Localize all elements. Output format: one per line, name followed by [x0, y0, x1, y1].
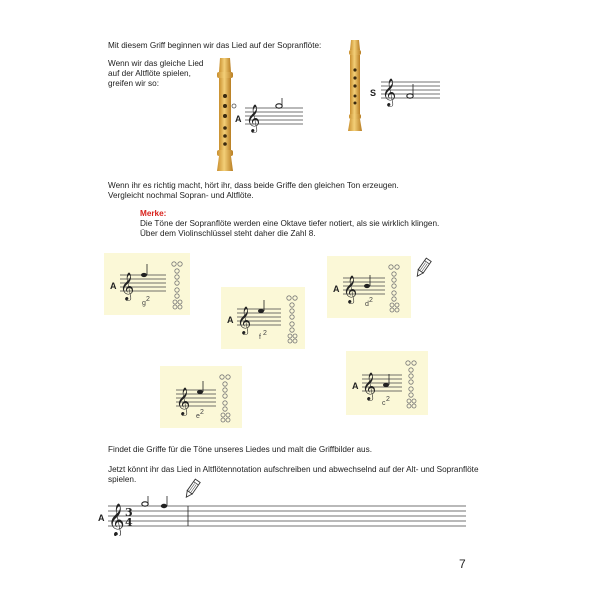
find-instruction: Findet die Griffe für die Töne unseres Liedes und malt die Griffbilder aus. — [108, 445, 372, 454]
fingering-card — [160, 366, 242, 428]
treble-clef-icon: 𝄞 — [382, 78, 397, 106]
write-instruction-1: Jetzt könnt ihr das Lied in Altflötennotation aufschreiben und abwechselnd auf der Alt- und Sopranflöte — [108, 465, 479, 474]
soprano-staff — [370, 72, 442, 112]
alto-label: A — [352, 381, 359, 391]
fingering-card — [104, 253, 190, 315]
fingering-card — [327, 256, 411, 318]
alto-intro-1: Wenn wir das gleiche Lied — [108, 59, 204, 68]
pencil-icon — [414, 257, 432, 279]
alto-label: A — [235, 114, 242, 124]
treble-clef-icon: 𝄞 — [246, 104, 261, 132]
song-staff — [98, 496, 470, 536]
treble-clef-icon: 𝄞 — [176, 387, 191, 415]
merke-line-2: Über dem Violinschlüssel steht daher die Zahl 8. — [140, 229, 316, 238]
note-octave: 2 — [263, 330, 267, 337]
note-name: e — [196, 413, 200, 420]
page-number: 7 — [459, 557, 466, 571]
time-signature-top: 3 — [125, 506, 133, 519]
alto-intro-2: auf der Altflöte spielen, — [108, 69, 191, 78]
merke-title: Merke: — [140, 209, 167, 218]
treble-clef-icon: 𝄞 — [120, 272, 135, 300]
fingering-card — [346, 351, 428, 415]
note-name: d — [365, 301, 369, 308]
alto-label: A — [227, 315, 234, 325]
note-octave: 2 — [200, 409, 204, 416]
alto-intro-3: greifen wir so: — [108, 79, 159, 88]
note-octave: 2 — [369, 297, 373, 304]
compare-line-1: Wenn ihr es richtig macht, hört ihr, dass beide Griffe den gleichen Ton erzeugen. — [108, 181, 399, 190]
intro-line: Mit diesem Griff beginnen wir das Lied auf der Sopranflöte: — [108, 41, 322, 50]
treble-clef-icon: 𝄞 — [237, 306, 252, 334]
note-name: f — [259, 334, 261, 341]
time-signature-bottom: 4 — [125, 516, 133, 529]
merke-line-1: Die Töne der Sopranflöte werden eine Oktave tiefer notiert, als sie wirklich klingen. — [140, 219, 440, 228]
recorder-icon — [344, 40, 366, 132]
treble-clef-icon: 𝄞 — [343, 275, 358, 303]
alto-label: A — [110, 281, 117, 291]
note-name: g — [142, 300, 146, 307]
fingering-card — [221, 287, 305, 349]
note-name: c — [382, 400, 386, 407]
write-instruction-2: spielen. — [108, 475, 137, 484]
treble-clef-icon: 𝄞 — [108, 503, 125, 536]
alto-label: A — [333, 284, 340, 294]
treble-clef-icon: 𝄞 — [362, 372, 377, 400]
note-octave: 2 — [146, 296, 150, 303]
soprano-label: S — [370, 88, 377, 98]
alto-staff — [235, 98, 305, 138]
alto-label: A — [98, 513, 105, 523]
note-octave: 2 — [386, 396, 390, 403]
compare-line-2: Vergleicht nochmal Sopran- und Altflöte. — [108, 191, 254, 200]
